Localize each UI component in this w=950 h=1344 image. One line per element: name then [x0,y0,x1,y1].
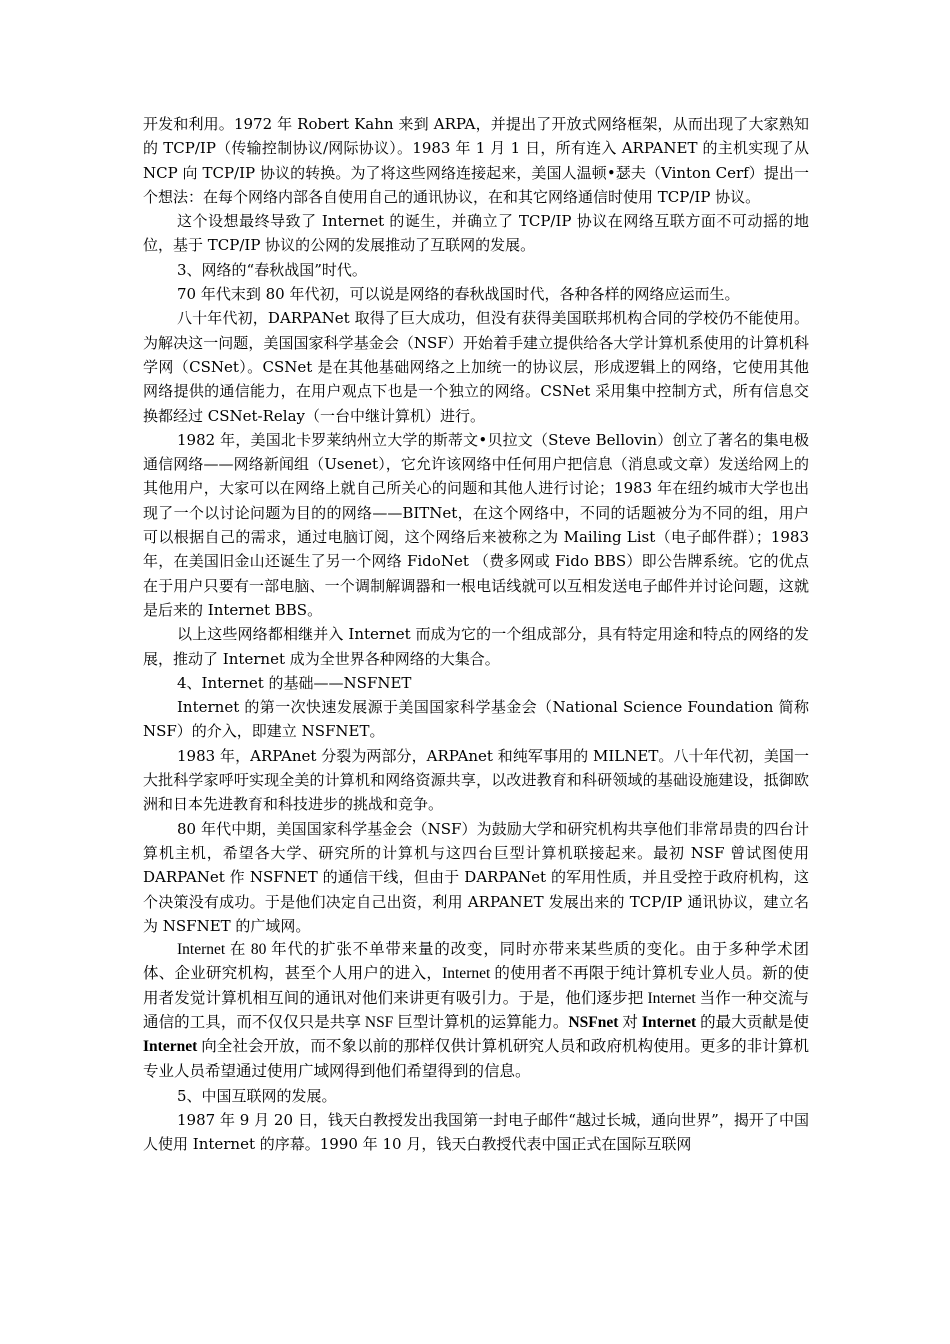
paragraph-network-era: 70 年代末到 80 年代初，可以说是网络的春秋战国时代，各种各样的网络应运而生。 [177,285,740,304]
paragraph-nsfnet-built: 80 年代中期，美国国家科学基金会（NSF）为鼓励大学和研究机构共享他们非常昂贵的四台计算机主机，希望各大学、研究所的计算机与这四台巨型计算机联接起来。最初 NSF 曾试图使用 DARPANet 作 NSFNET 的通信干线，但由于 DARPANet 的军用性质，并且受控于政府机构，这个决策没有成功。于是他们决定自己出资，利用 ARPANET 发展出来的 TCP/IP 通讯协议，建立名为 NSFNET 的广域网。 [143,819,809,935]
paragraph-nsf-intro: Internet 的第一次快速发展源于美国国家科学基金会（National Science Foundation 简称 NSF）的介入，即建立 NSFNET。 [143,698,809,741]
expansion-text-2: 对 [618,1013,642,1031]
internet-bold-2: Internet [143,1038,198,1056]
document-body [143,112,809,1157]
nsfnet-bold: NSFnet [568,1013,619,1031]
section-heading-4: 4、Internet 的基础——NSFNET [177,673,412,692]
paragraph-tcpip-history: 开发和利用。1972 年 Robert Kahn 来到 ARPA，并提出了开放式网络框架，从而出现了大家熟知的 TCP/IP（传输控制协议/网际协议）。1983 年 1 月 1 日，所有连入 ARPANET 的主机实现了从 NCP 向 TCP/IP 协议的转换。为了将这些网络连接起来，美国人温顿•瑟夫（Vinton Cerf）提出一个想法：在每个网络内部各自使用自己的通讯协议，在和其它网络通信时使用 TCP/IP 协议。 [143,115,809,206]
expansion-text-4: 向全社会开放，而不象以前的那样仅供计算机研究人员和政府机构使用。更多的非计算机专业人员希望通过使用广域网得到他们希望得到的信息。 [143,1038,809,1080]
paragraph-networks-merge: 以上这些网络都相继并入 Internet 而成为它的一个组成部分，具有特定用途和特点的网络的发展，推动了 Internet 成为全世界各种网络的大集合。 [143,625,809,668]
expansion-text: Internet 在 80 年代的扩张不单带来量的改变，同时亦带来某些质的变化。由于多种学术团体、企业研究机构，甚至个人用户的进入，Internet 的使用者不再限于纯计算机专业人员。新的使用者发觉计算机相互间的通讯对他们来讲更有吸引力。于是，他们逐步把 Internet 当作一种交流与通信的工具，而不仅仅只是共享 NSF 巨型计算机的运算能力。 [143,941,809,1031]
expansion-text-3: 的最大贡献是使 [696,1013,809,1031]
paragraph-csnet: 八十年代初，DARPANet 取得了巨大成功，但没有获得美国联邦机构合同的学校仍不能使用。为解决这一问题，美国国家科学基金会（NSF）开始着手建立提供给各大学计算机系使用的计算机科学网（CSNet）。CSNet 是在其他基础网络之上加统一的协议层，形成逻辑上的网络，它使用其他网络提供的通信能力，在用户观点下也是一个独立的网络。CSNet 采用集中控制方式，所有信息交换都经过 CSNet-Relay（一台中继计算机）进行。 [143,309,809,425]
internet-bold: Internet [641,1013,697,1031]
section-heading-3: 3、网络的“春秋战国”时代。 [177,260,367,279]
section-heading-5: 5、中国互联网的发展。 [177,1086,337,1105]
paragraph-arpanet-split: 1983 年，ARPAnet 分裂为两部分，ARPAnet 和纯军事用的 MILNET。八十年代初，美国一大批科学家呼吁实现全美的计算机和网络资源共享，以改进教育和科研领域的基础设施建设，抵御欧洲和日本先进教育和科技进步的挑战和竞争。 [143,746,809,814]
paragraph-usenet-bitnet: 1982 年，美国北卡罗莱纳州立大学的斯蒂文•贝拉文（Steve Bellovin）创立了著名的集电极通信网络——网络新闻组（Usenet），它允许该网络中任何用户把信息（消息或文章）发送给网上的其他用户，大家可以在网络上就自己所关心的问题和其他人进行讨论；1983 年在纽约城市大学也出现了一个以讨论问题为目的的网络——BITNet，在这个网络中，不同的话题被分为不同的组，用户可以根据自己的需求，通过电脑订阅，这个网络后来被称之为 Mailing List（电子邮件群）；1983 年，在美国旧金山还诞生了另一个网络 FidoNet （费多网或 Fido BBS）即公告牌系统。它的优点在于用户只要有一部电脑、一个调制解调器和一根电话线就可以互相发送电子邮件并讨论问题，这就是后来的 Internet BBS。 [143,430,809,619]
paragraph-internet-birth: 这个设想最终导致了 Internet 的诞生，并确立了 TCP/IP 协议在网络互联方面不可动摇的地位，基于 TCP/IP 协议的公网的发展推动了互联网的发展。 [143,212,809,255]
paragraph-internet-expansion [143,938,809,1084]
paragraph-china-internet: 1987 年 9 月 20 日，钱天白教授发出我国第一封电子邮件“越过长城，通向世界”，揭开了中国人使用 Internet 的序幕。1990 年 10 月，钱天白教授代表中国正式在国际互联网 [143,1111,809,1154]
